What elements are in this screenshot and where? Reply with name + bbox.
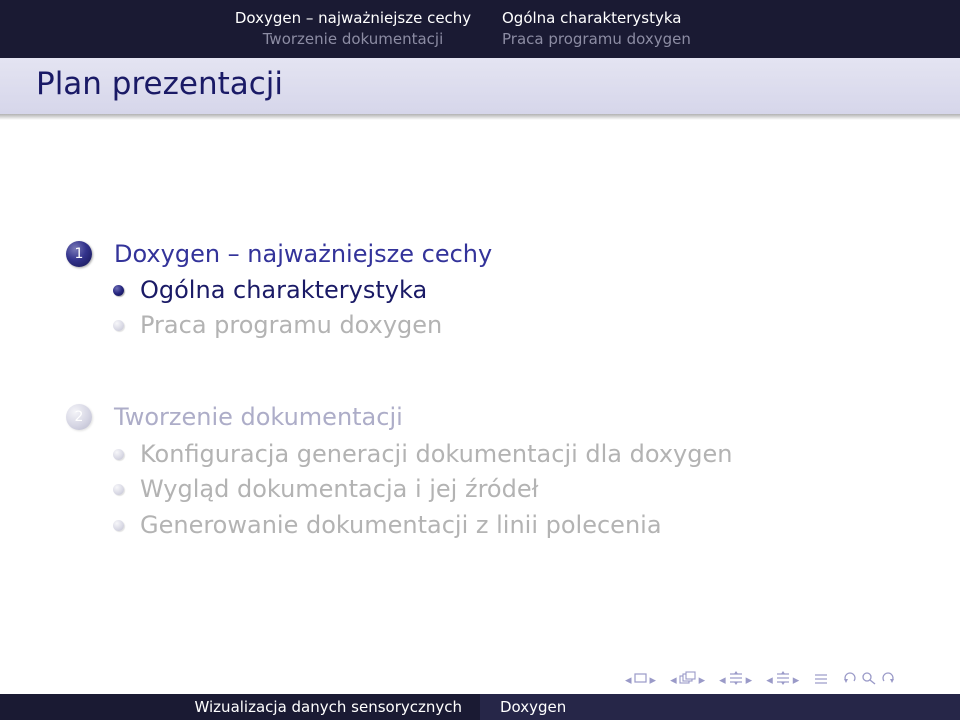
bullet-ball-icon [113, 484, 124, 495]
section-number-ball: 1 [66, 241, 92, 267]
footer-title: Wizualizacja danych sensorycznych [0, 694, 480, 720]
toc-section[interactable] [66, 403, 403, 431]
arrow-right-icon[interactable]: ▸ [792, 672, 800, 688]
appendix-nav-group [812, 671, 830, 689]
nav-section-link[interactable]: Doxygen – najważniejsze cechy [234, 9, 472, 27]
arrow-right-icon[interactable]: ▸ [649, 672, 657, 688]
navigation-symbols [624, 668, 908, 692]
document-nav-group [765, 671, 800, 689]
nav-subsection-link[interactable]: Ogólna charakterystyka [502, 9, 682, 27]
subsection-title: Wygląd dokumentacja i jej źródeł [140, 475, 539, 503]
bullet-ball-icon [113, 520, 124, 531]
subsection-title: Praca programu doxygen [140, 311, 443, 339]
toc-subsection[interactable] [113, 511, 662, 539]
footer-bar [0, 694, 960, 720]
frame-title: Plan prezentacji [36, 66, 284, 102]
bullet-ball-icon [113, 449, 124, 460]
forward-icon[interactable] [879, 671, 895, 689]
frame-icon[interactable] [634, 672, 648, 688]
toc-subsection[interactable] [113, 475, 538, 503]
search-icon[interactable] [861, 671, 877, 689]
frame-nav-group [624, 672, 657, 688]
bullet-ball-icon [113, 285, 124, 296]
section-title: Doxygen – najważniejsze cechy [114, 240, 493, 268]
bullet-ball-icon [113, 320, 124, 331]
section-number-ball: 2 [66, 404, 92, 430]
toc-subsection[interactable] [113, 276, 427, 304]
arrow-left-icon[interactable]: ◂ [719, 672, 726, 688]
subsection-nav-group [669, 671, 706, 689]
arrow-left-icon[interactable]: ◂ [625, 672, 632, 688]
toc-section[interactable] [66, 240, 492, 268]
nav-subsection-link[interactable]: Praca programu doxygen [502, 30, 691, 48]
back-icon[interactable] [843, 671, 859, 689]
subsection-title: Generowanie dokumentacji z linii polecenia [140, 511, 662, 539]
subsection-title: Ogólna charakterystyka [140, 276, 428, 304]
search-nav-group [842, 671, 896, 689]
subsection-title: Konfiguracja generacji dokumentacji dla doxygen [140, 440, 733, 468]
section-title: Tworzenie dokumentacji [114, 403, 403, 431]
toc-subsection[interactable] [113, 440, 732, 468]
document-icon[interactable] [775, 671, 791, 689]
arrow-left-icon[interactable]: ◂ [766, 672, 773, 688]
section-nav-group [718, 671, 753, 689]
arrow-right-icon[interactable]: ▸ [745, 672, 753, 688]
toc-subsection[interactable] [113, 311, 442, 339]
footer-short-title: Doxygen [480, 694, 960, 720]
section-icon[interactable] [728, 671, 744, 689]
subsection-icon[interactable] [679, 671, 697, 689]
arrow-right-icon[interactable]: ▸ [698, 672, 706, 688]
arrow-left-icon[interactable]: ◂ [670, 672, 677, 688]
equals-icon[interactable] [813, 671, 829, 689]
nav-section-link[interactable]: Tworzenie dokumentacji [262, 30, 444, 48]
